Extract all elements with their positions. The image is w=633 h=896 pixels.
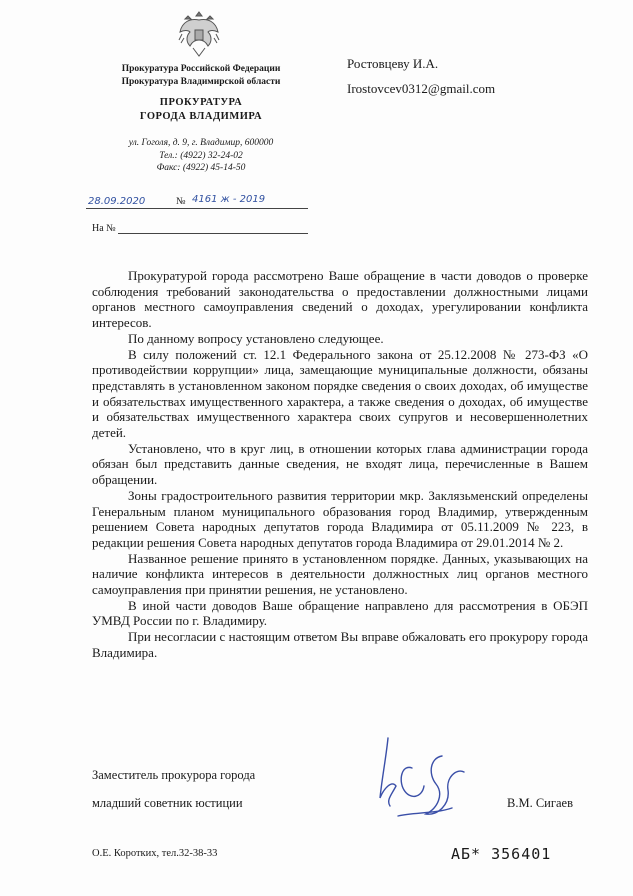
reference-number-label: На №	[92, 223, 116, 234]
registration-number-label: №	[176, 196, 186, 207]
registration-number: 4161 ж - 2019	[192, 194, 266, 205]
recipient-email: Irostovcev0312@gmail.com	[347, 81, 496, 96]
coat-of-arms-icon	[176, 8, 222, 60]
header-name-line2: ГОРОДА ВЛАДИМИРА	[139, 111, 263, 122]
body-paragraph: По данному вопросу установлено следующее.	[128, 330, 384, 346]
executor-info: О.Е. Коротких, тел.32-38-33	[92, 848, 218, 859]
body-paragraph: Установлено, что в круг лиц, в отношении которых глава администрации города обязан был представить данные сведения, не входят лица, перечисленные в Вашем обращении.	[92, 440, 588, 488]
header-address: ул. Гоголя, д. 9, г. Владимир, 600000	[128, 138, 274, 148]
body-paragraph: Зоны градостроительного развития территории мкр. Заклязьменский определены Генеральным планом муниципального образования город Владимир, утвержденным решением Совета народных депутатов города Владимира от 05.11.2009 № 223, в редакции решения Совета народных депутатов города Владимира от 29.01.2014 № 2.	[92, 487, 588, 550]
signatory-title-line2: младший советник юстиции	[92, 796, 243, 810]
body-paragraph: В иной части доводов Ваше обращение направлено для рассмотрения в ОБЭП УМВД России по г. Владимиру.	[92, 597, 588, 629]
form-serial-number: АБ* 356401	[451, 845, 552, 863]
recipient-name: Ростовцеву И.А.	[347, 56, 439, 71]
body-paragraph: В силу положений ст. 12.1 Федерального закона от 25.12.2008 № 273-ФЗ «О противодействии коррупции» лица, замещающие муниципальные должности, обязаны представлять в установленном законом порядке сведения о своих доходах, об имуществе и обязательствах имущественного характера, а также сведения о доходах, об имуществе и обязательствах имущественного характера своих супругов и несовершеннолетних детей.	[92, 346, 588, 441]
header-phone: Тел.: (4922) 32-24-02	[159, 151, 243, 161]
reference-underline	[118, 233, 308, 234]
body-paragraph: Названное решение принято в установленном порядке. Данных, указывающих на наличие конфликта интересов в деятельности должностных лиц органов местного самоуправления при принятии решения, не установлено.	[92, 550, 588, 598]
header-fax: Факс: (4922) 45-14-50	[156, 163, 246, 173]
body-paragraph: Прокуратурой города рассмотрено Ваше обращение в части доводов о проверке соблюдения требований законодательства о предоставлении должностными лицами органов местного самоуправления сведений о доходах, урегулировании конфликта интересов.	[92, 268, 588, 331]
handwritten-signature	[368, 728, 478, 828]
registration-date: 28.09.2020	[88, 196, 146, 207]
header-name-line1: ПРОКУРАТУРА	[159, 97, 243, 108]
header-org-line1: Прокуратура Российской Федерации	[121, 64, 281, 74]
header-org-line2: Прокуратура Владимирской области	[121, 77, 281, 87]
signatory-title-line1: Заместитель прокурора города	[92, 768, 256, 782]
registration-underline	[86, 208, 308, 209]
signatory-name: В.М. Сигаев	[507, 796, 573, 810]
body-paragraph: При несогласии с настоящим ответом Вы вправе обжаловать его прокурору города Владимира.	[92, 629, 588, 660]
letter-body	[92, 268, 588, 661]
